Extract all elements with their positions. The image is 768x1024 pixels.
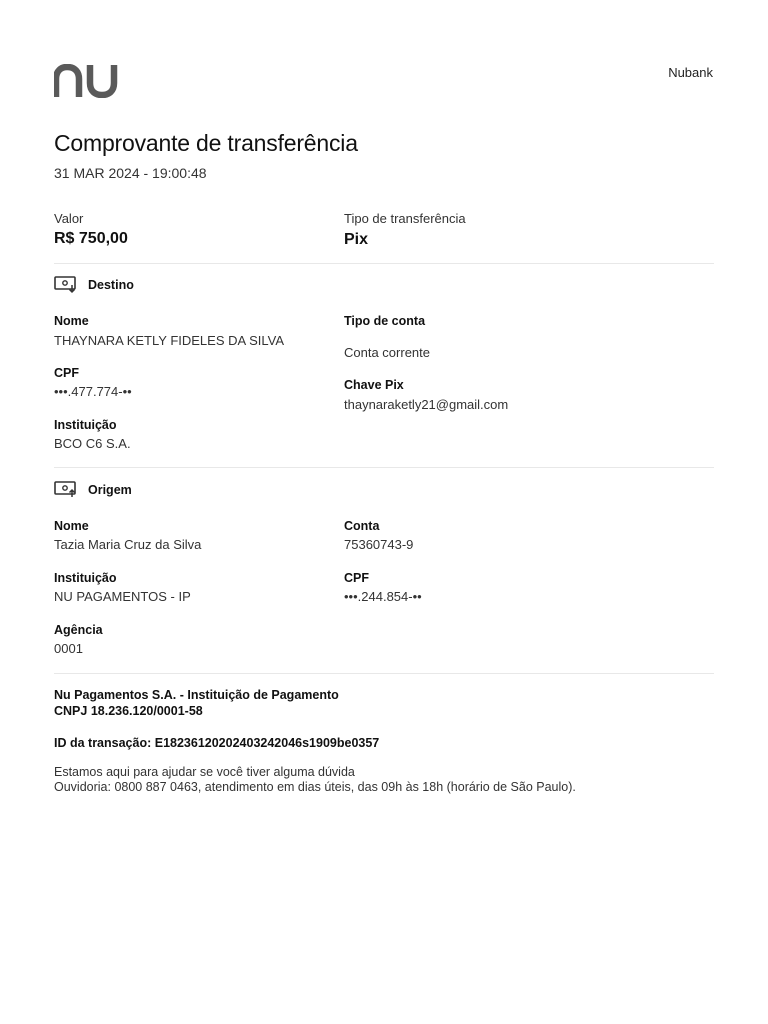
origem-nome-value: Tazia Maria Cruz da Silva [54, 537, 202, 552]
destino-instituicao-label: Instituição [54, 418, 117, 432]
destino-section-label: Destino [88, 278, 134, 292]
destino-instituicao-value: BCO C6 S.A. [54, 436, 131, 451]
money-transfer-in-icon [54, 276, 78, 294]
tipo-transferencia-value: Pix [344, 231, 369, 248]
valor-value: R$ 750,00 [54, 230, 128, 247]
divider [54, 467, 714, 468]
origem-nome-label: Nome [54, 519, 89, 533]
origem-agencia-value: 0001 [54, 641, 83, 656]
nubank-logo-icon [54, 64, 118, 98]
destino-nome-label: Nome [54, 314, 89, 328]
page-title: Comprovante de transferência [54, 130, 358, 156]
transfer-datetime: 31 MAR 2024 - 19:00:48 [54, 165, 207, 181]
divider [54, 673, 714, 674]
help-text: Estamos aqui para ajudar se você tiver alguma dúvida [54, 765, 355, 779]
company-cnpj: CNPJ 18.236.120/0001-58 [54, 704, 203, 718]
brand-name: Nubank [668, 65, 713, 80]
destino-cpf-value: •••.477.774-•• [54, 384, 132, 399]
origem-conta-label: Conta [344, 519, 380, 533]
transaction-id: ID da transação: E18236120202403242046s1909be0357 [54, 736, 380, 750]
destino-nome-value: THAYNARA KETLY FIDELES DA SILVA [54, 333, 284, 348]
origem-section-label: Origem [88, 483, 132, 497]
origem-conta-value: 75360743-9 [344, 537, 414, 552]
destino-chave-pix-label: Chave Pix [344, 378, 404, 392]
company-name: Nu Pagamentos S.A. - Instituição de Pagamento [54, 688, 339, 702]
money-transfer-out-icon [54, 481, 78, 499]
origem-cpf-label: CPF [344, 571, 369, 585]
origem-instituicao-value: NU PAGAMENTOS - IP [54, 589, 191, 604]
destino-section-header [54, 275, 134, 295]
origem-section-header [54, 480, 132, 500]
destino-tipo-conta-label: Tipo de conta [344, 314, 426, 328]
valor-label: Valor [54, 211, 84, 226]
tipo-transferencia-label: Tipo de transferência [344, 211, 466, 226]
destino-chave-pix-value: thaynaraketly21@gmail.com [344, 397, 509, 412]
destino-tipo-conta-value: Conta corrente [344, 345, 430, 360]
origem-instituicao-label: Instituição [54, 571, 117, 585]
origem-cpf-value: •••.244.854-•• [344, 589, 422, 604]
divider [54, 263, 714, 264]
destino-cpf-label: CPF [54, 366, 79, 380]
ouvidoria-text: Ouvidoria: 0800 887 0463, atendimento em dias úteis, das 09h às 18h (horário de São Paulo). [54, 780, 576, 794]
origem-agencia-label: Agência [54, 623, 103, 637]
